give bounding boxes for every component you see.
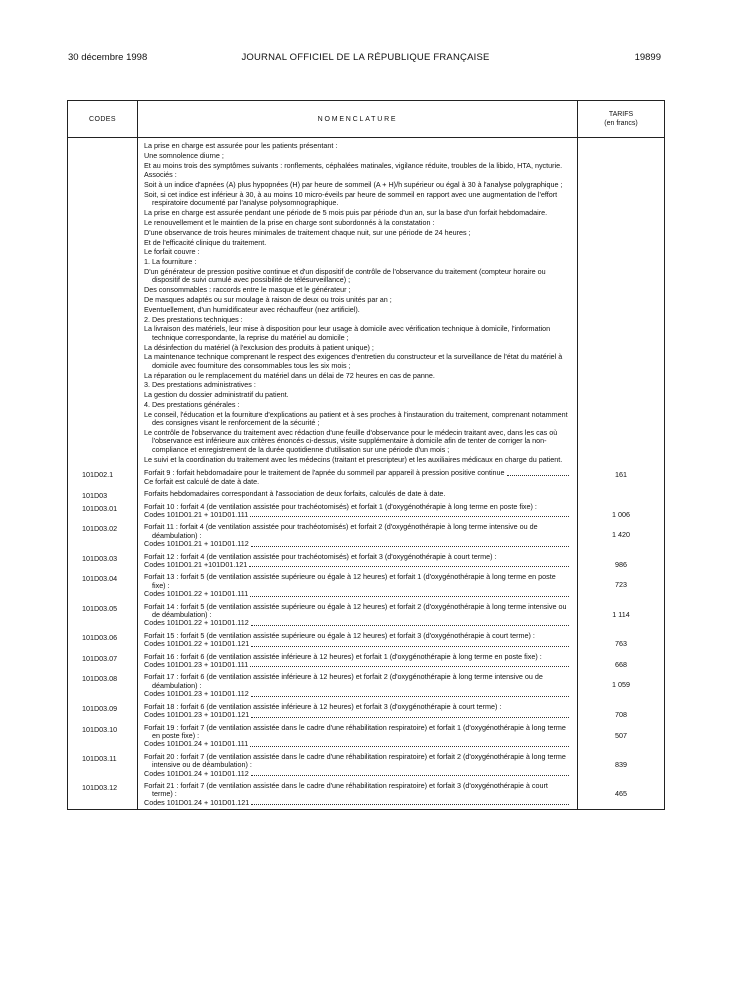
- intro-paragraph: La maintenance technique comprenant le respect des exigences d'entretien du constructeur et la surveillance de l'état du matériel à domicile avec fourniture des consommables tous les six mois ;: [144, 352, 563, 370]
- dot-leader: [251, 540, 569, 546]
- dot-leader: [251, 640, 569, 646]
- table-row: [68, 780, 665, 810]
- row-text: Forfait 17 : forfait 6 (de ventilation assistée inférieure à 12 heures) et forfait 2 (d'oxygénothérapie à long terme intensive ou de déambulation) :: [144, 672, 543, 690]
- row-tarif: 465: [615, 788, 627, 798]
- table-row: [68, 467, 665, 488]
- code-cell: [68, 488, 138, 500]
- intro-code-cell: [68, 138, 138, 468]
- nomenclature-table: [67, 100, 665, 810]
- intro-paragraph: La gestion du dossier administratif du patient.: [144, 390, 289, 400]
- intro-paragraph: La prise en charge est assurée pendant une période de 5 mois puis par période d'un an, sur la base d'un forfait hebdomadaire.: [144, 208, 548, 218]
- row-codes: Codes 101D01.24 + 101D01.112: [144, 768, 249, 778]
- tarif-cell: [578, 701, 665, 722]
- column-header-tarifs: [578, 101, 665, 138]
- tarif-cell: [578, 521, 665, 550]
- code-cell: [68, 722, 138, 751]
- table-row: [68, 671, 665, 700]
- row-codes: Codes 101D01.24 + 101D01.111: [144, 739, 249, 749]
- tarif-cell: [578, 751, 665, 780]
- nomenclature-cell: [138, 751, 578, 780]
- table-row: [68, 571, 665, 600]
- row-codes: Codes 101D01.21 +101D01.121: [144, 560, 248, 570]
- code-cell: [68, 521, 138, 550]
- intro-paragraph: D'une observance de trois heures minimales de traitement chaque nuit, sur une période de 24 heures ;: [144, 227, 471, 237]
- row-text: Forfait 11 : forfait 4 (de ventilation assistée pour trachéotomisés) et forfait 2 (d'oxygénothérapie à long terme intensive ou de déambulation) :: [144, 522, 538, 540]
- tarif-cell: [578, 651, 665, 672]
- intro-paragraph: Et de l'efficacité clinique du traitement.: [144, 237, 267, 247]
- row-codes-leader: [144, 511, 569, 519]
- intro-paragraph: Le suivi et la coordination du traitement avec les médecins (traitant et prescripteur) et les auxiliaires médicaux en charge du patient.: [144, 454, 563, 464]
- nomenclature-cell: [138, 722, 578, 751]
- row-codes-leader: [144, 661, 569, 669]
- header-date: 30 décembre 1998: [68, 52, 148, 63]
- column-header-tarifs-line2: (en francs): [604, 120, 638, 127]
- intro-paragraph: La livraison des matériels, leur mise à disposition pour leur usage à domicile avec vérification technique à domicile, l'information technique correspondante, la reprise du matériel au domicile ;: [144, 324, 551, 342]
- code-cell: [68, 751, 138, 780]
- table-row: [68, 488, 665, 500]
- row-note: Ce forfait est calculé de date à date.: [144, 476, 260, 486]
- row-tarif: 708: [615, 709, 627, 719]
- intro-paragraph: Le conseil, l'éducation et la fourniture d'explications au patient et à ses proches à l'instauration du traitement, comprenant notamment des consignes visant le renforcement de la sécurité ;: [144, 409, 568, 428]
- row-code: 101D03.12: [82, 782, 118, 792]
- tarif-cell: [578, 780, 665, 810]
- intro-paragraph: 2. Des prestations techniques :: [144, 314, 243, 324]
- intro-paragraph: De masques adaptés ou sur moulage à raison de deux ou trois unités par an ;: [144, 294, 392, 304]
- dot-leader: [251, 799, 569, 805]
- table-row: [68, 630, 665, 651]
- row-codes-leader: [144, 590, 569, 598]
- column-header-tarifs-line1: TARIFS: [608, 111, 634, 118]
- row-text: Forfait 13 : forfait 5 (de ventilation assistée supérieure ou égale à 12 heures) et forfait 1 (d'oxygénothérapie à long terme en poste fixe) :: [144, 572, 556, 590]
- intro-paragraph: 1. La fourniture :: [144, 257, 197, 267]
- code-cell: [68, 501, 138, 522]
- row-code: 101D02.1: [82, 470, 114, 480]
- row-code: 101D03.05: [82, 603, 118, 613]
- nomenclature-cell: [138, 571, 578, 600]
- dot-leader: [250, 740, 569, 746]
- row-tarif: 1 006: [612, 509, 630, 519]
- intro-paragraph: La désinfection du matériel (à l'exclusion des produits à patient unique) ;: [144, 342, 374, 352]
- row-codes-leader: [144, 561, 569, 569]
- code-cell: [68, 551, 138, 572]
- code-cell: [68, 701, 138, 722]
- row-codes-leader: [144, 711, 569, 719]
- nomenclature-cell: [138, 651, 578, 672]
- nomenclature-cell: [138, 551, 578, 572]
- intro-paragraph: Une somnolence diurne ;: [144, 150, 224, 160]
- intro-paragraph: Le renouvellement et le maintien de la prise en charge sont subordonnés à la constatation :: [144, 217, 435, 227]
- row-codes-leader: [144, 690, 569, 698]
- row-code: 101D03: [82, 491, 108, 501]
- row-tarif: 723: [615, 580, 627, 590]
- table-row: [68, 551, 665, 572]
- nomenclature-cell: [138, 601, 578, 630]
- tarif-cell: [578, 601, 665, 630]
- code-cell: [68, 780, 138, 810]
- tarif-cell: [578, 671, 665, 700]
- header-page-number: 19899: [634, 52, 661, 63]
- intro-paragraph: 4. Des prestations générales :: [144, 399, 240, 409]
- tarif-cell: [578, 467, 665, 488]
- table-row: [68, 601, 665, 630]
- row-code: 101D03.08: [82, 674, 118, 684]
- row-text: Forfait 18 : forfait 6 (de ventilation assistée inférieure à 12 heures) et forfait 3 (d'oxygénothérapie à court terme) :: [144, 701, 502, 711]
- row-code: 101D03.10: [82, 724, 118, 734]
- row-codes-leader: [144, 640, 569, 648]
- nomenclature-cell: [138, 701, 578, 722]
- intro-paragraph: La réparation ou le remplacement du matériel dans un délai de 72 heures en cas de panne.: [144, 370, 435, 380]
- row-code: 101D03.07: [82, 653, 118, 663]
- row-text: Forfait 9 : forfait hebdomadaire pour le traitement de l'apnée du sommeil par appareil à pression positive continue: [144, 468, 505, 478]
- row-tarif: [578, 488, 664, 490]
- dot-leader: [251, 711, 569, 717]
- intro-paragraph: Associés :: [144, 170, 177, 180]
- row-codes: Codes 101D01.23 + 101D01.112: [144, 689, 249, 699]
- tarif-cell: [578, 551, 665, 572]
- row-codes-leader: [144, 540, 569, 548]
- tarif-cell: [578, 630, 665, 651]
- nomenclature-cell: [138, 488, 578, 500]
- row-codes-leader: [144, 619, 569, 627]
- nomenclature-cell: [138, 501, 578, 522]
- row-codes: Codes 101D01.21 + 101D01.112: [144, 539, 249, 549]
- row-codes: Codes 101D01.23 + 101D01.121: [144, 710, 250, 720]
- nomenclature-cell: [138, 671, 578, 700]
- row-tarif: 1 114: [612, 609, 630, 619]
- code-cell: [68, 630, 138, 651]
- intro-paragraph: Le forfait couvre :: [144, 247, 200, 257]
- row-codes: Codes 101D01.22 + 101D01.121: [144, 639, 250, 649]
- column-header-codes: CODES: [68, 101, 138, 138]
- intro-paragraph: Soit à un indice d'apnées (A) plus hypopnées (H) par heure de sommeil (A + H)/h supérieur ou égal à 30 à l'analyse polygraphique ;: [144, 180, 563, 190]
- table-row: [68, 501, 665, 522]
- code-cell: [68, 671, 138, 700]
- row-code: 101D03.11: [82, 753, 117, 763]
- row-text: Forfait 16 : forfait 6 (de ventilation assistée inférieure à 12 heures) et forfait 1 (d'oxygénothérapie à long terme en poste fixe) :: [144, 651, 542, 661]
- row-code: 101D03.02: [82, 524, 118, 534]
- tarif-cell: [578, 722, 665, 751]
- tarif-cell: [578, 488, 665, 500]
- intro-paragraph: Le contrôle de l'observance du traitement avec rédaction d'une feuille d'observance pour le médecin traitant avec, dans les cas où l'observance est inférieure aux critères énoncés ci-dessus, visite supplémentaire à domicile afin de tenter de corriger la non-compliance et enregistrement de la durée quotidienne d'utilisation sur une période d'un mois ;: [144, 427, 558, 454]
- intro-tarif-cell: [578, 138, 665, 468]
- row-codes: Codes 101D01.22 + 101D01.111: [144, 589, 249, 599]
- table-row: [68, 722, 665, 751]
- column-header-nomenclature: NOMENCLATURE: [138, 101, 578, 138]
- table-row: [68, 751, 665, 780]
- dot-leader: [251, 619, 569, 625]
- code-cell: [68, 571, 138, 600]
- intro-paragraph: Soit, si cet indice est inférieur à 30, à au moins 10 micro-éveils par heure de sommeil en rapport avec une augmentation de l'effort respiratoire documenté par l'analyse polysomnographique.: [144, 189, 558, 208]
- row-tarif: 161: [615, 470, 627, 480]
- table-row: [68, 651, 665, 672]
- intro-paragraph: Des consommables : raccords entre le masque et le générateur ;: [144, 285, 351, 295]
- row-text: Forfait 20 : forfait 7 (de ventilation assistée dans le cadre d'une réhabilitation respiratoire) et forfait 2 (d'oxygénothérapie à long terme intensive ou de déambulation) :: [144, 751, 566, 770]
- row-codes-leader: [144, 740, 569, 748]
- row-code: 101D03.03: [82, 553, 118, 563]
- tarif-cell: [578, 501, 665, 522]
- row-tarif: 763: [615, 638, 627, 648]
- intro-paragraph: 3. Des prestations administratives :: [144, 380, 256, 390]
- row-codes: Codes 101D01.21 + 101D01.111: [144, 509, 249, 519]
- row-tarif: 986: [615, 559, 627, 569]
- row-codes: Codes 101D01.22 + 101D01.112: [144, 618, 249, 628]
- nomenclature-cell: [138, 521, 578, 550]
- row-text: Forfaits hebdomadaires correspondant à l'association de deux forfaits, calculés de date à date.: [144, 489, 446, 499]
- row-code: 101D03.01: [82, 503, 118, 513]
- row-text: Forfait 15 : forfait 5 (de ventilation assistée supérieure ou égale à 12 heures) et forfait 3 (d'oxygénothérapie à court terme) :: [144, 630, 535, 640]
- intro-text-cell: [138, 138, 578, 468]
- code-cell: [68, 601, 138, 630]
- table-header-row: [68, 101, 665, 138]
- tarif-cell: [578, 571, 665, 600]
- intro-paragraph: Eventuellement, d'un humidificateur avec réchauffeur (nez artificiel).: [144, 304, 360, 314]
- row-tarif: 507: [615, 730, 627, 740]
- row-tarif: 839: [615, 759, 627, 769]
- nomenclature-cell: [138, 630, 578, 651]
- dot-leader: [250, 511, 569, 517]
- dot-leader: [251, 690, 569, 696]
- row-codes: Codes 101D01.24 + 101D01.121: [144, 797, 250, 807]
- dot-leader: [251, 770, 569, 776]
- row-text: Forfait 21 : forfait 7 (de ventilation assistée dans le cadre d'une réhabilitation respiratoire) et forfait 3 (d'oxygénothérapie à court terme) :: [144, 780, 548, 799]
- row-text: Forfait 14 : forfait 5 (de ventilation assistée supérieure ou égale à 12 heures) et forfait 2 (d'oxygénothérapie à long terme intensive ou de déambulation) :: [144, 601, 567, 620]
- dot-leader: [250, 661, 569, 667]
- code-cell: [68, 651, 138, 672]
- row-code: 101D03.04: [82, 574, 118, 584]
- nomenclature-cell: [138, 780, 578, 810]
- header-journal-title: JOURNAL OFFICIEL DE LA RÉPUBLIQUE FRANÇAISE: [241, 52, 490, 63]
- row-codes: Codes 101D01.23 + 101D01.111: [144, 660, 249, 670]
- intro-paragraph: Et au moins trois des symptômes suivants : ronflements, céphalées matinales, vigilance réduite, troubles de la libido, HTA, nycturie.: [144, 160, 563, 170]
- dot-leader: [507, 469, 569, 475]
- row-text: Forfait 12 : forfait 4 (de ventilation assistée pour trachéotomisés) et forfait 3 (d'oxygénothérapie à court terme) :: [144, 551, 497, 561]
- intro-paragraph: La prise en charge est assurée pour les patients présentant :: [144, 141, 338, 150]
- table-row: [68, 701, 665, 722]
- row-tarif: 1 420: [612, 530, 630, 540]
- intro-row: [68, 138, 665, 468]
- row-codes-leader: [144, 799, 569, 807]
- row-code: 101D03.09: [82, 703, 118, 713]
- dot-leader: [250, 590, 569, 596]
- row-text: Forfait 19 : forfait 7 (de ventilation assistée dans le cadre d'une réhabilitation respiratoire) et forfait 1 (d'oxygénothérapie à long terme en poste fixe) :: [144, 722, 566, 740]
- row-codes-leader: [144, 770, 569, 778]
- row-tarif: 668: [615, 659, 627, 669]
- row-tarif: 1 059: [612, 680, 630, 690]
- table-row: [68, 521, 665, 550]
- dot-leader: [249, 561, 569, 567]
- nomenclature-cell: [138, 467, 578, 488]
- intro-paragraph: D'un générateur de pression positive continue et d'un dispositif de contrôle de l'observance du traitement (compteur horaire ou dispositif de suivi cumulé avec possibilité de télésurveillance) ;: [144, 266, 546, 285]
- row-text: Forfait 10 : forfait 4 (de ventilation assistée pour trachéotomisés) et forfait 1 (d'oxygénothérapie à long terme en poste fixe) :: [144, 501, 537, 511]
- code-cell: [68, 467, 138, 488]
- row-code: 101D03.06: [82, 632, 118, 642]
